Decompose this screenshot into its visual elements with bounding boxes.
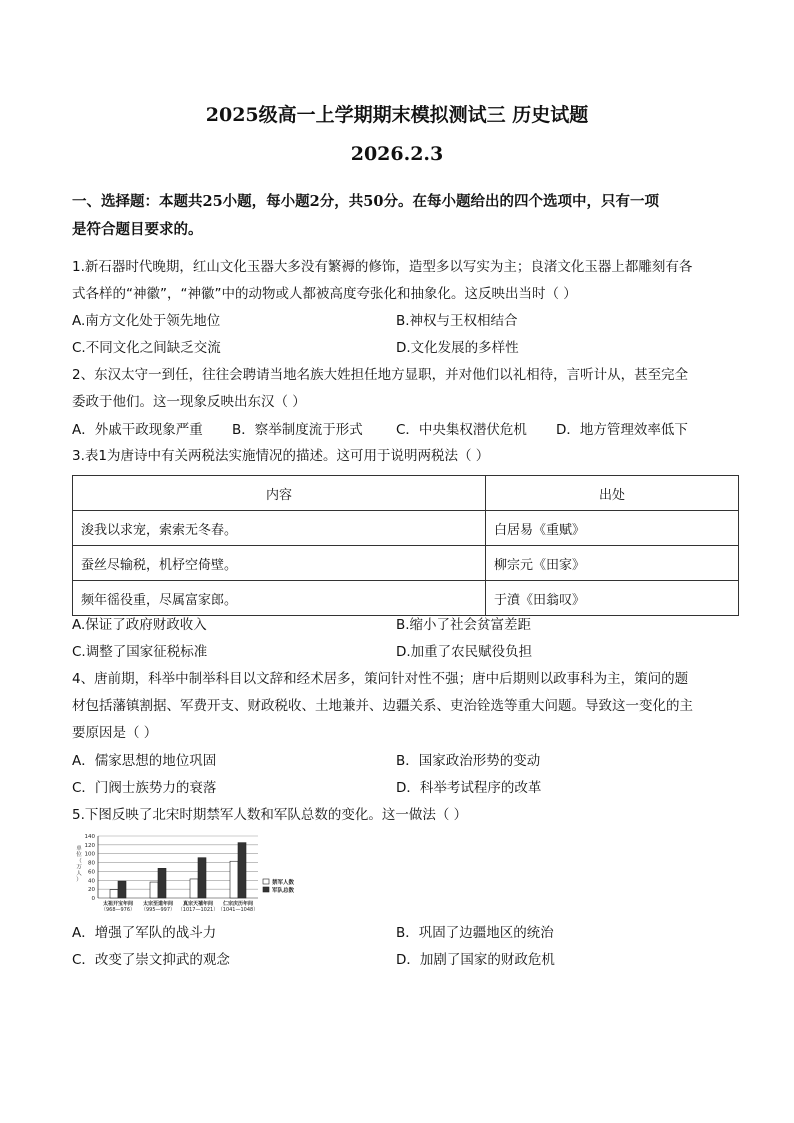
q2-stem-line1: 2、东汉太守一到任，往往会聘请当地名族大姓担任地方显职，并对他们以礼相待，言听计从，甚至完全 — [72, 367, 689, 383]
legend-label: 军队总数 — [272, 888, 295, 894]
y-tick-label: 100 — [84, 851, 95, 858]
q4-stem-line3: 要原因是（ ） — [72, 725, 158, 741]
table-header-content: 内容 — [73, 476, 486, 511]
x-tick-label: 仁宗庆历年间 — [222, 901, 254, 907]
q1-stem-line2: 式各样的“神徽”，“神徽”中的动物或人都被高度夸张化和抽象化。这反映出当时（ ） — [72, 286, 577, 302]
q1-option-d[interactable]: D.文化发展的多样性 — [396, 340, 519, 356]
section-heading-line2: 是符合题目要求的。 — [72, 221, 203, 238]
bar-total — [198, 858, 206, 898]
q1-option-c[interactable]: C.不同文化之间缺乏交流 — [72, 340, 221, 356]
y-axis-label-char: 人 — [76, 870, 82, 877]
q3-option-a[interactable]: A.保证了政府财政收入 — [72, 617, 207, 633]
y-tick-label: 120 — [84, 842, 95, 849]
legend-swatch — [263, 879, 269, 884]
q5-option-a[interactable]: A．增强了军队的战斗力 — [72, 925, 217, 941]
x-tick-label: 真宗天禧年间 — [182, 901, 214, 907]
y-tick-label: 20 — [88, 887, 95, 894]
table-cell: 频年徭役重，尽属富家郎。 — [73, 581, 486, 616]
x-tick-label: 太宗至道年间 — [142, 901, 174, 907]
table-cell: 于濆《田翁叹》 — [486, 581, 739, 616]
bar-total — [158, 868, 166, 898]
q4-stem-line1: 4、唐前期，科举中制举科目以文辞和经术居多，策问针对性不强；唐中后期则以政事科为主，策问的题 — [72, 671, 689, 687]
q5-stem: 5.下图反映了北宋时期禁军人数和军队总数的变化。这一做法（ ） — [72, 807, 468, 823]
q3-stem: 3.表1为唐诗中有关两税法实施情况的描述。这可用于说明两税法（ ） — [72, 448, 490, 464]
legend-swatch — [263, 887, 269, 892]
table-row — [73, 511, 739, 546]
q2-option-b[interactable]: B．察举制度流于形式 — [232, 422, 363, 438]
table-cell: 浚我以求宠，索索无冬春。 — [73, 511, 486, 546]
y-tick-label: 60 — [88, 869, 95, 876]
q3-option-d[interactable]: D.加重了农民赋役负担 — [396, 644, 533, 660]
q2-option-d[interactable]: D．地方管理效率低下 — [556, 422, 688, 438]
q1-option-a[interactable]: A.南方文化处于领先地位 — [72, 313, 221, 329]
table-row — [73, 546, 739, 581]
table-header-row — [73, 476, 739, 511]
q2-option-c[interactable]: C．中央集权潜伏危机 — [396, 422, 527, 438]
exam-date: 2026.2.3 — [350, 143, 444, 165]
table-cell: 白居易《重赋》 — [486, 511, 739, 546]
q4-option-d[interactable]: D．科举考试程序的改革 — [396, 780, 542, 796]
y-axis-label-char: 单 — [76, 846, 82, 852]
bar-total — [238, 843, 246, 898]
table-header-source: 出处 — [486, 476, 739, 511]
bar-guards — [230, 861, 238, 898]
exam-title: 2025级高一上学期期末模拟测试三 历史试题 — [205, 104, 589, 126]
y-tick-label: 80 — [88, 860, 95, 867]
legend-label: 禁军人数 — [272, 880, 295, 886]
bar-guards — [150, 882, 158, 898]
y-tick-label: 40 — [88, 878, 95, 885]
y-tick-label: 0 — [91, 896, 95, 902]
y-axis-label-char: 万 — [76, 864, 82, 871]
q4-option-b[interactable]: B．国家政治形势的变动 — [396, 753, 541, 769]
q5-option-d[interactable]: D．加剧了国家的财政危机 — [396, 952, 555, 968]
army-bar-chart — [70, 830, 320, 916]
x-tick-sublabel: （1017—1021） — [177, 907, 219, 913]
q4-option-c[interactable]: C．门阀士族势力的衰落 — [72, 780, 217, 796]
q4-option-a[interactable]: A．儒家思想的地位巩固 — [72, 753, 217, 769]
q4-stem-line2: 材包括藩镇割据、军费开支、财政税收、土地兼并、边疆关系、吏治铨选等重大问题。导致这一变化的主 — [72, 698, 693, 714]
y-tick-label: 140 — [84, 834, 95, 840]
x-tick-sublabel: （968—976） — [100, 907, 136, 913]
table-cell: 蚕丝尽输税，机杼空倚壁。 — [73, 546, 486, 581]
q1-option-b[interactable]: B.神权与王权相结合 — [396, 313, 518, 329]
section-heading-line1: 一、选择题：本题共25小题，每小题2分，共50分。在每小题给出的四个选项中，只有一项 — [72, 193, 659, 210]
x-tick-sublabel: （1041—1048） — [217, 907, 259, 913]
q1-stem-line1: 1.新石器时代晚期，红山文化玉器大多没有繁褥的修饰，造型多以写实为主；良渚文化玉器上都雕刻有各 — [72, 259, 693, 275]
q2-option-a[interactable]: A．外戚干政现象严重 — [72, 422, 203, 438]
q3-option-b[interactable]: B.缩小了社会贫富差距 — [396, 617, 532, 633]
q3-option-c[interactable]: C.调整了国家征税标准 — [72, 644, 208, 660]
x-tick-sublabel: （995—997） — [140, 907, 176, 913]
y-axis-label-char: （ — [76, 858, 82, 865]
tax-table — [72, 475, 739, 616]
x-tick-label: 太祖开宝年间 — [102, 901, 134, 907]
y-axis-label-char: ） — [76, 877, 82, 883]
y-axis-label-char: 位 — [76, 852, 82, 859]
bar-guards — [190, 879, 198, 898]
bar-total — [118, 881, 126, 898]
table-row — [73, 581, 739, 616]
q2-stem-line2: 委政于他们。这一现象反映出东汉（ ） — [72, 394, 306, 410]
q5-option-b[interactable]: B．巩固了边疆地区的统治 — [396, 925, 554, 941]
bar-guards — [110, 890, 118, 898]
q5-option-c[interactable]: C．改变了崇文抑武的观念 — [72, 952, 230, 968]
table-cell: 柳宗元《田家》 — [486, 546, 739, 581]
